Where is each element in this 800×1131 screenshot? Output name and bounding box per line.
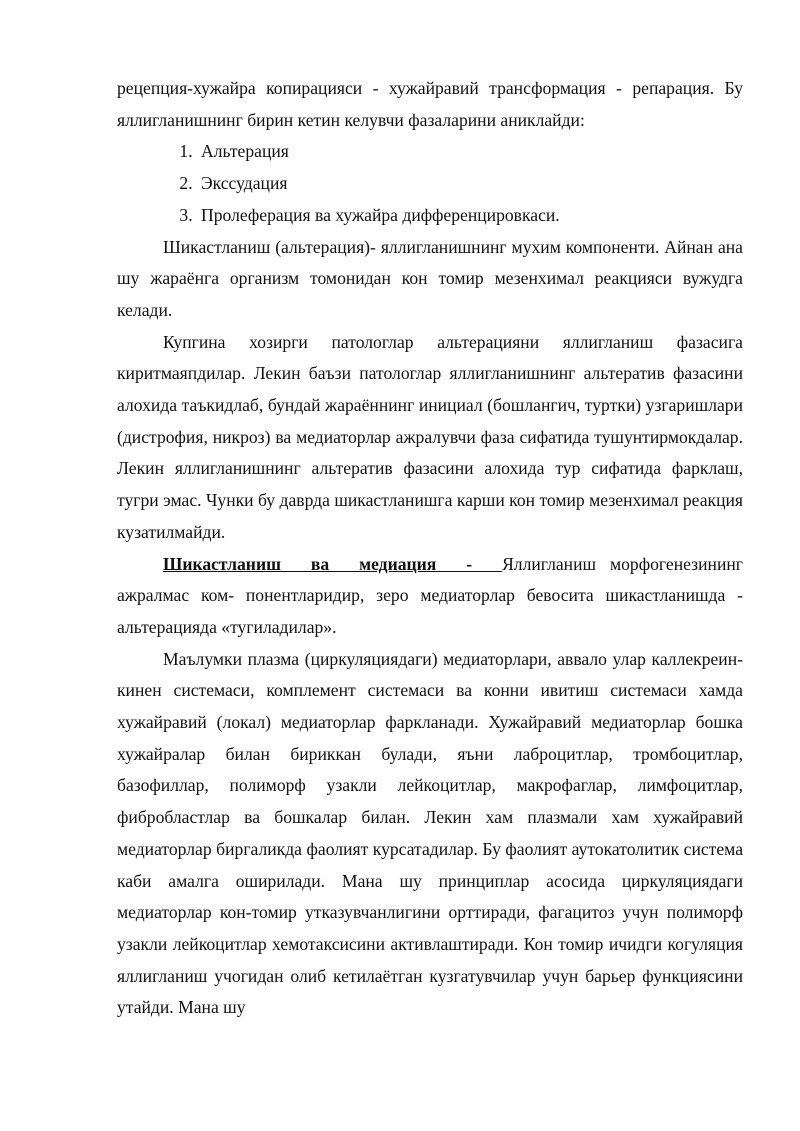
paragraph-2: Шикастланиш (альтерация)- яллигланишнинг мухим компоненти. Айнан ана шу жараёнга организм томонидан кон томир мезенхимал реакцияси вужудга келади. bbox=[117, 236, 743, 320]
paragraph-4 bbox=[117, 549, 743, 644]
paragraph-1: рецепция-хужайра копирацияси - хужайравий трансформация - репарация. Бу яллигланишнинг бирин кетин келувчи фазаларини аниклайди: bbox=[117, 78, 743, 130]
phase-item-1: 1. Альтерация bbox=[197, 136, 743, 168]
phase-list bbox=[117, 136, 743, 231]
paragraph-3: Купгина хозирги патологлар альтерацияни яллигланиш фазасига киритмаяпдилар. Лекин баъзи патологлар яллигланишнинг альтератив фазасини алохида таъкидлаб, бундай жараённинг инициал (бошлангич, туртки) узгаришлари (дистрофия, никроз) ва медиаторлар ажралувчи фаза сифатида тушунтирмокдалар. Лекин яллигланишнинг альтератив фазасини алохида тур сифатида фарклаш, тугри эмас. Чунки бу даврда шикастланишга карши кон томир мезенхимал реакция кузатилмайди. bbox=[117, 331, 743, 542]
inline-heading: Шикастланиш ва медиация - bbox=[163, 553, 503, 574]
phase-item-2: 2. Экссудация bbox=[197, 168, 743, 200]
paragraph-4-body: Яллигланиш морфогенезининг ажралмас ком- понентларидир, зеро медиаторлар бевосита шикастланишда - альтерацияда «тугиладилар». bbox=[117, 553, 743, 637]
phase-item-3: 3. Пролеферация ва хужайра дифференцировкаси. bbox=[197, 200, 743, 232]
paragraph-5: Маълумки плазма (циркуляциядаги) медиаторлари, аввало улар каллекреин-кинен системаси, комплемент системаси ва конни ивитиш системаси хамда хужайравий (локал) медиаторлар фаркланади. Хужайравий медиаторлар бошка хужайралар билан бириккан булади, яъни лаброцитлар, тромбоцитлар, базофиллар, полиморф узакли лейкоцитлар, макрофаглар, лимфоцитлар, фибробластлар ва бошкалар билан. Лекин хам плазмали хам хужайравий медиаторлар биргаликда фаолият курсатадилар. Бу фаолият аутокатолитик система каби амалга оширилади. Мана шу принциплар асосида циркуляциядаги медиаторлар кон-томир утказувчанлигини орттиради, фагацитоз учун полиморф узакли лейкоцитлар хемотаксисини активлаштиради. Кон томир ичидги когуляция яллигланиш учогидан олиб кетилаётган кузгатувчилар учун барьер функциясини утайди. Мана шу bbox=[117, 648, 743, 1018]
document-body bbox=[117, 73, 743, 1024]
